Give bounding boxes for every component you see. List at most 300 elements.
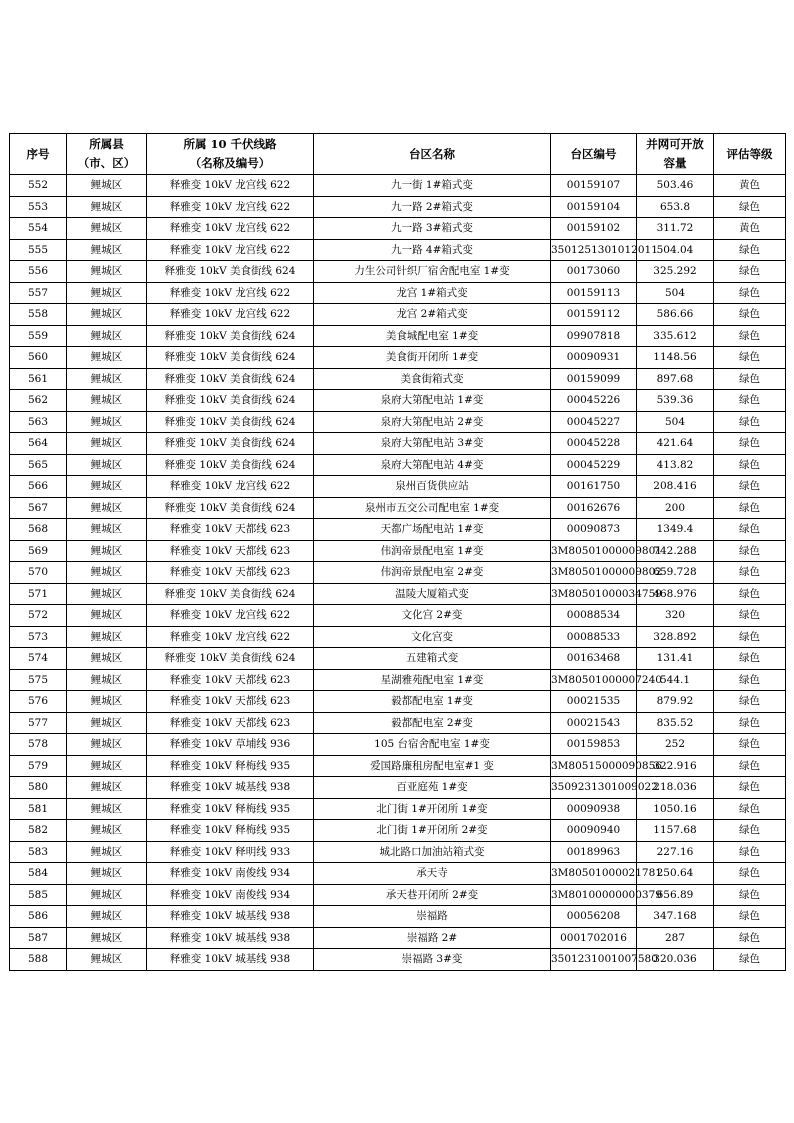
cell-index: 578 xyxy=(10,734,67,756)
table-row xyxy=(10,798,786,820)
cell-area-name: 温陵大厦箱式变 xyxy=(314,583,551,605)
cell-capacity: 131.41 xyxy=(637,648,714,670)
cell-county: 鲤城区 xyxy=(67,476,147,498)
cell-grade: 绿色 xyxy=(714,691,786,713)
cell-line: 释雅变 10kV 龙宫线 622 xyxy=(147,175,314,197)
cell-line: 释雅变 10kV 天都线 623 xyxy=(147,691,314,713)
cell-index: 553 xyxy=(10,196,67,218)
cell-grade: 绿色 xyxy=(714,755,786,777)
cell-index: 569 xyxy=(10,540,67,562)
col-header-county xyxy=(67,134,147,175)
table-row xyxy=(10,304,786,326)
cell-index: 581 xyxy=(10,798,67,820)
cell-grade: 绿色 xyxy=(714,433,786,455)
col-header-index xyxy=(10,134,67,175)
cell-line: 释雅变 10kV 美食街线 624 xyxy=(147,583,314,605)
cell-grade: 绿色 xyxy=(714,304,786,326)
cell-county: 鲤城区 xyxy=(67,347,147,369)
cell-area-name: 城北路口加油站箱式变 xyxy=(314,841,551,863)
table-row xyxy=(10,605,786,627)
cell-area-name: 美食街箱式变 xyxy=(314,368,551,390)
cell-grade: 绿色 xyxy=(714,841,786,863)
cell-capacity: 468.976 xyxy=(637,583,714,605)
cell-grade: 绿色 xyxy=(714,196,786,218)
cell-index: 565 xyxy=(10,454,67,476)
cell-index: 557 xyxy=(10,282,67,304)
col-header-county-line: （市、区） xyxy=(77,156,136,170)
cell-area-name: 崇福路 3#变 xyxy=(314,949,551,971)
cell-area-name: 承天寺 xyxy=(314,863,551,885)
cell-area-id: 00159104 xyxy=(551,196,637,218)
col-header-index-line: 序号 xyxy=(26,146,50,161)
cell-line: 释雅变 10kV 美食街线 624 xyxy=(147,648,314,670)
cell-area-id: 00045228 xyxy=(551,433,637,455)
cell-area-id: 00189963 xyxy=(551,841,637,863)
cell-line: 释雅变 10kV 天都线 623 xyxy=(147,669,314,691)
cell-area-id: 00159099 xyxy=(551,368,637,390)
cell-county: 鲤城区 xyxy=(67,712,147,734)
table-row xyxy=(10,949,786,971)
cell-county: 鲤城区 xyxy=(67,798,147,820)
table-row xyxy=(10,777,786,799)
cell-capacity: 503.46 xyxy=(637,175,714,197)
cell-index: 573 xyxy=(10,626,67,648)
cell-area-id: 00088533 xyxy=(551,626,637,648)
cell-area-id: 00161750 xyxy=(551,476,637,498)
cell-area-name: 毅都配电室 2#变 xyxy=(314,712,551,734)
cell-index: 588 xyxy=(10,949,67,971)
cell-capacity: 325.292 xyxy=(637,261,714,283)
cell-line: 释雅变 10kV 美食街线 624 xyxy=(147,261,314,283)
cell-capacity: 347.168 xyxy=(637,906,714,928)
table-row xyxy=(10,476,786,498)
cell-index: 568 xyxy=(10,519,67,541)
cell-line: 释雅变 10kV 释梅线 935 xyxy=(147,755,314,777)
table-row xyxy=(10,196,786,218)
cell-line: 释雅变 10kV 城基线 938 xyxy=(147,906,314,928)
table-body xyxy=(10,175,786,971)
cell-line: 释雅变 10kV 美食街线 624 xyxy=(147,454,314,476)
cell-area-name: 龙宫 2#箱式变 xyxy=(314,304,551,326)
cell-area-name: 泉府大第配电站 3#变 xyxy=(314,433,551,455)
cell-county: 鲤城区 xyxy=(67,820,147,842)
cell-capacity: 504 xyxy=(637,411,714,433)
cell-grade: 绿色 xyxy=(714,282,786,304)
cell-line: 释雅变 10kV 美食街线 624 xyxy=(147,433,314,455)
cell-county: 鲤城区 xyxy=(67,755,147,777)
cell-line: 释雅变 10kV 南俊线 934 xyxy=(147,884,314,906)
cell-area-id: 09907818 xyxy=(551,325,637,347)
cell-county: 鲤城区 xyxy=(67,261,147,283)
cell-index: 556 xyxy=(10,261,67,283)
capacity-table xyxy=(9,133,786,971)
cell-county: 鲤城区 xyxy=(67,282,147,304)
cell-index: 572 xyxy=(10,605,67,627)
cell-capacity: 742.288 xyxy=(637,540,714,562)
cell-index: 567 xyxy=(10,497,67,519)
cell-area-name: 星湖雅苑配电室 1#变 xyxy=(314,669,551,691)
cell-area-id: 3M80501000034759 xyxy=(551,583,637,605)
col-header-capacity xyxy=(637,134,714,175)
col-header-area-name-line: 台区名称 xyxy=(409,146,455,161)
cell-line: 释雅变 10kV 城基线 938 xyxy=(147,949,314,971)
cell-capacity: 208.416 xyxy=(637,476,714,498)
cell-county: 鲤城区 xyxy=(67,648,147,670)
cell-line: 释雅变 10kV 龙宫线 622 xyxy=(147,605,314,627)
cell-area-name: 北门街 1#开闭所 2#变 xyxy=(314,820,551,842)
table-row xyxy=(10,411,786,433)
cell-area-name: 美食城配电室 1#变 xyxy=(314,325,551,347)
table-row xyxy=(10,648,786,670)
cell-capacity: 1157.68 xyxy=(637,820,714,842)
table-row xyxy=(10,712,786,734)
col-header-grade xyxy=(714,134,786,175)
cell-line: 释雅变 10kV 草埔线 936 xyxy=(147,734,314,756)
cell-capacity: 322.916 xyxy=(637,755,714,777)
cell-index: 559 xyxy=(10,325,67,347)
cell-county: 鲤城区 xyxy=(67,497,147,519)
table-row xyxy=(10,691,786,713)
table-row xyxy=(10,884,786,906)
table-row xyxy=(10,927,786,949)
cell-grade: 黄色 xyxy=(714,175,786,197)
cell-index: 571 xyxy=(10,583,67,605)
cell-index: 587 xyxy=(10,927,67,949)
cell-area-id: 3M80501000009802 xyxy=(551,562,637,584)
cell-county: 鲤城区 xyxy=(67,304,147,326)
cell-county: 鲤城区 xyxy=(67,390,147,412)
cell-capacity: 504.04 xyxy=(637,239,714,261)
cell-line: 释雅变 10kV 释明线 933 xyxy=(147,841,314,863)
cell-area-id: 00090873 xyxy=(551,519,637,541)
cell-area-name: 承天巷开闭所 2#变 xyxy=(314,884,551,906)
col-header-area-id xyxy=(551,134,637,175)
cell-index: 579 xyxy=(10,755,67,777)
cell-capacity: 586.66 xyxy=(637,304,714,326)
cell-line: 释雅变 10kV 天都线 623 xyxy=(147,540,314,562)
cell-line: 释雅变 10kV 美食街线 624 xyxy=(147,347,314,369)
cell-grade: 绿色 xyxy=(714,390,786,412)
table-row xyxy=(10,755,786,777)
cell-line: 释雅变 10kV 天都线 623 xyxy=(147,712,314,734)
cell-line: 释雅变 10kV 天都线 623 xyxy=(147,519,314,541)
cell-area-id: 00090940 xyxy=(551,820,637,842)
cell-index: 563 xyxy=(10,411,67,433)
cell-county: 鲤城区 xyxy=(67,863,147,885)
cell-index: 577 xyxy=(10,712,67,734)
cell-area-name: 文化宫变 xyxy=(314,626,551,648)
table-row xyxy=(10,583,786,605)
cell-area-id: 00090931 xyxy=(551,347,637,369)
col-header-grade-line: 评估等级 xyxy=(726,146,773,161)
table-row xyxy=(10,519,786,541)
cell-area-id: 00173060 xyxy=(551,261,637,283)
cell-county: 鲤城区 xyxy=(67,368,147,390)
cell-county: 鲤城区 xyxy=(67,196,147,218)
cell-capacity: 539.36 xyxy=(637,390,714,412)
cell-capacity: 311.72 xyxy=(637,218,714,240)
cell-area-id: 0001702016 xyxy=(551,927,637,949)
cell-capacity: 656.89 xyxy=(637,884,714,906)
col-header-line-line: 所属 10 千伏线路 xyxy=(183,137,277,151)
cell-county: 鲤城区 xyxy=(67,691,147,713)
cell-index: 582 xyxy=(10,820,67,842)
cell-index: 584 xyxy=(10,863,67,885)
cell-area-id: 00021535 xyxy=(551,691,637,713)
cell-grade: 绿色 xyxy=(714,497,786,519)
cell-grade: 黄色 xyxy=(714,218,786,240)
cell-area-id: 00159107 xyxy=(551,175,637,197)
cell-line: 释雅变 10kV 美食街线 624 xyxy=(147,411,314,433)
table-row xyxy=(10,454,786,476)
cell-county: 鲤城区 xyxy=(67,626,147,648)
cell-area-name: 九一路 3#箱式变 xyxy=(314,218,551,240)
cell-area-name: 泉府大第配电站 4#变 xyxy=(314,454,551,476)
cell-county: 鲤城区 xyxy=(67,841,147,863)
cell-index: 585 xyxy=(10,884,67,906)
cell-grade: 绿色 xyxy=(714,927,786,949)
cell-area-id: 00045227 xyxy=(551,411,637,433)
cell-area-id: 3509231301009022 xyxy=(551,777,637,799)
cell-line: 释雅变 10kV 龙宫线 622 xyxy=(147,239,314,261)
cell-area-id: 00159112 xyxy=(551,304,637,326)
table-row xyxy=(10,626,786,648)
table-row xyxy=(10,390,786,412)
cell-index: 564 xyxy=(10,433,67,455)
cell-county: 鲤城区 xyxy=(67,519,147,541)
col-header-line-line: （名称及编号） xyxy=(189,156,271,170)
cell-area-name: 龙宫 1#箱式变 xyxy=(314,282,551,304)
cell-index: 586 xyxy=(10,906,67,928)
cell-capacity: 653.8 xyxy=(637,196,714,218)
cell-county: 鲤城区 xyxy=(67,583,147,605)
cell-area-name: 九一路 2#箱式变 xyxy=(314,196,551,218)
cell-capacity: 835.52 xyxy=(637,712,714,734)
table-row xyxy=(10,433,786,455)
cell-capacity: 218.036 xyxy=(637,777,714,799)
cell-area-id: 00159113 xyxy=(551,282,637,304)
cell-capacity: 252 xyxy=(637,734,714,756)
cell-index: 560 xyxy=(10,347,67,369)
cell-area-name: 泉州市五交公司配电室 1#变 xyxy=(314,497,551,519)
cell-area-id: 3M80501000009801 xyxy=(551,540,637,562)
cell-line: 释雅变 10kV 龙宫线 622 xyxy=(147,626,314,648)
cell-grade: 绿色 xyxy=(714,239,786,261)
cell-county: 鲤城区 xyxy=(67,175,147,197)
cell-county: 鲤城区 xyxy=(67,949,147,971)
table-row xyxy=(10,497,786,519)
cell-line: 释雅变 10kV 龙宫线 622 xyxy=(147,476,314,498)
table-row xyxy=(10,669,786,691)
col-header-capacity-line: 容量 xyxy=(663,156,687,170)
cell-index: 555 xyxy=(10,239,67,261)
table-row xyxy=(10,261,786,283)
cell-area-id: 00162676 xyxy=(551,497,637,519)
cell-county: 鲤城区 xyxy=(67,239,147,261)
cell-area-id: 00021543 xyxy=(551,712,637,734)
cell-area-name: 北门街 1#开闭所 1#变 xyxy=(314,798,551,820)
cell-county: 鲤城区 xyxy=(67,218,147,240)
cell-capacity: 879.92 xyxy=(637,691,714,713)
table-row xyxy=(10,347,786,369)
cell-grade: 绿色 xyxy=(714,261,786,283)
cell-index: 561 xyxy=(10,368,67,390)
table-row xyxy=(10,282,786,304)
cell-line: 释雅变 10kV 美食街线 624 xyxy=(147,497,314,519)
cell-county: 鲤城区 xyxy=(67,540,147,562)
cell-area-name: 毅都配电室 1#变 xyxy=(314,691,551,713)
cell-capacity: 897.68 xyxy=(637,368,714,390)
table-row xyxy=(10,820,786,842)
cell-grade: 绿色 xyxy=(714,454,786,476)
cell-capacity: 1148.56 xyxy=(637,347,714,369)
table-row xyxy=(10,325,786,347)
cell-grade: 绿色 xyxy=(714,411,786,433)
cell-capacity: 1050.16 xyxy=(637,798,714,820)
cell-grade: 绿色 xyxy=(714,325,786,347)
cell-area-id: 00090938 xyxy=(551,798,637,820)
cell-area-name: 九一街 1#箱式变 xyxy=(314,175,551,197)
cell-grade: 绿色 xyxy=(714,583,786,605)
cell-grade: 绿色 xyxy=(714,347,786,369)
cell-line: 释雅变 10kV 释梅线 935 xyxy=(147,820,314,842)
table-row xyxy=(10,734,786,756)
cell-area-name: 九一路 4#箱式变 xyxy=(314,239,551,261)
cell-capacity: 227.16 xyxy=(637,841,714,863)
cell-area-id: 00056208 xyxy=(551,906,637,928)
cell-county: 鲤城区 xyxy=(67,454,147,476)
cell-county: 鲤城区 xyxy=(67,669,147,691)
cell-county: 鲤城区 xyxy=(67,884,147,906)
cell-capacity: 328.892 xyxy=(637,626,714,648)
cell-area-id: 3501231001007580 xyxy=(551,949,637,971)
cell-index: 562 xyxy=(10,390,67,412)
col-header-area-id-line: 台区编号 xyxy=(570,146,617,161)
cell-area-id: 3M80515000090856 xyxy=(551,755,637,777)
cell-area-name: 崇福路 xyxy=(314,906,551,928)
col-header-capacity-line: 并网可开放 xyxy=(646,137,704,151)
cell-capacity: 504 xyxy=(637,282,714,304)
cell-grade: 绿色 xyxy=(714,949,786,971)
table-row xyxy=(10,562,786,584)
cell-grade: 绿色 xyxy=(714,605,786,627)
cell-grade: 绿色 xyxy=(714,540,786,562)
cell-line: 释雅变 10kV 美食街线 624 xyxy=(147,325,314,347)
cell-area-name: 天都广场配电站 1#变 xyxy=(314,519,551,541)
cell-county: 鲤城区 xyxy=(67,777,147,799)
cell-area-id: 00163468 xyxy=(551,648,637,670)
cell-area-name: 泉州百货供应站 xyxy=(314,476,551,498)
cell-capacity: 421.64 xyxy=(637,433,714,455)
cell-area-name: 105 台宿舍配电室 1#变 xyxy=(314,734,551,756)
cell-area-name: 崇福路 2# xyxy=(314,927,551,949)
cell-area-id: 00088534 xyxy=(551,605,637,627)
cell-grade: 绿色 xyxy=(714,734,786,756)
table-header-row xyxy=(10,134,786,175)
col-header-area-name xyxy=(314,134,551,175)
cell-grade: 绿色 xyxy=(714,863,786,885)
cell-grade: 绿色 xyxy=(714,798,786,820)
cell-area-id: 00045229 xyxy=(551,454,637,476)
cell-index: 566 xyxy=(10,476,67,498)
cell-capacity: 335.612 xyxy=(637,325,714,347)
cell-capacity: 287 xyxy=(637,927,714,949)
table-row xyxy=(10,863,786,885)
cell-line: 释雅变 10kV 美食街线 624 xyxy=(147,368,314,390)
cell-county: 鲤城区 xyxy=(67,906,147,928)
cell-capacity: 544.1 xyxy=(637,669,714,691)
cell-line: 释雅变 10kV 南俊线 934 xyxy=(147,863,314,885)
cell-index: 576 xyxy=(10,691,67,713)
cell-capacity: 320.036 xyxy=(637,949,714,971)
cell-line: 释雅变 10kV 城基线 938 xyxy=(147,927,314,949)
cell-line: 释雅变 10kV 天都线 623 xyxy=(147,562,314,584)
cell-index: 552 xyxy=(10,175,67,197)
cell-grade: 绿色 xyxy=(714,368,786,390)
cell-area-name: 泉府大第配电站 2#变 xyxy=(314,411,551,433)
cell-grade: 绿色 xyxy=(714,712,786,734)
cell-line: 释雅变 10kV 美食街线 624 xyxy=(147,390,314,412)
cell-grade: 绿色 xyxy=(714,884,786,906)
table-row xyxy=(10,368,786,390)
cell-line: 释雅变 10kV 龙宫线 622 xyxy=(147,304,314,326)
cell-area-name: 力生公司针织厂宿舍配电室 1#变 xyxy=(314,261,551,283)
cell-county: 鲤城区 xyxy=(67,562,147,584)
cell-capacity: 250.64 xyxy=(637,863,714,885)
table-row xyxy=(10,841,786,863)
cell-capacity: 320 xyxy=(637,605,714,627)
col-header-county-line: 所属县 xyxy=(89,137,124,151)
cell-area-name: 文化宫 2#变 xyxy=(314,605,551,627)
cell-area-name: 泉府大第配电站 1#变 xyxy=(314,390,551,412)
cell-line: 释雅变 10kV 释梅线 935 xyxy=(147,798,314,820)
cell-area-name: 伟润帝景配电室 2#变 xyxy=(314,562,551,584)
cell-index: 554 xyxy=(10,218,67,240)
cell-grade: 绿色 xyxy=(714,820,786,842)
cell-area-id: 00045226 xyxy=(551,390,637,412)
cell-index: 570 xyxy=(10,562,67,584)
cell-area-id: 3501251301012011 xyxy=(551,239,637,261)
cell-area-id: 00159102 xyxy=(551,218,637,240)
table-row xyxy=(10,218,786,240)
cell-grade: 绿色 xyxy=(714,777,786,799)
cell-grade: 绿色 xyxy=(714,906,786,928)
cell-capacity: 1349.4 xyxy=(637,519,714,541)
cell-area-name: 美食街开闭所 1#变 xyxy=(314,347,551,369)
cell-county: 鲤城区 xyxy=(67,734,147,756)
cell-area-id: 3M80501000007240 xyxy=(551,669,637,691)
cell-grade: 绿色 xyxy=(714,669,786,691)
cell-grade: 绿色 xyxy=(714,648,786,670)
cell-capacity: 200 xyxy=(637,497,714,519)
table-row xyxy=(10,239,786,261)
cell-grade: 绿色 xyxy=(714,626,786,648)
cell-capacity: 413.82 xyxy=(637,454,714,476)
col-header-line xyxy=(147,134,314,175)
cell-line: 释雅变 10kV 龙宫线 622 xyxy=(147,282,314,304)
cell-grade: 绿色 xyxy=(714,519,786,541)
cell-capacity: 659.728 xyxy=(637,562,714,584)
cell-area-name: 爱国路廉租房配电室#1 变 xyxy=(314,755,551,777)
cell-line: 释雅变 10kV 城基线 938 xyxy=(147,777,314,799)
cell-index: 558 xyxy=(10,304,67,326)
cell-grade: 绿色 xyxy=(714,562,786,584)
cell-county: 鲤城区 xyxy=(67,411,147,433)
cell-area-id: 3M80501000021781 xyxy=(551,863,637,885)
cell-county: 鲤城区 xyxy=(67,605,147,627)
cell-line: 释雅变 10kV 龙宫线 622 xyxy=(147,218,314,240)
table-row xyxy=(10,540,786,562)
